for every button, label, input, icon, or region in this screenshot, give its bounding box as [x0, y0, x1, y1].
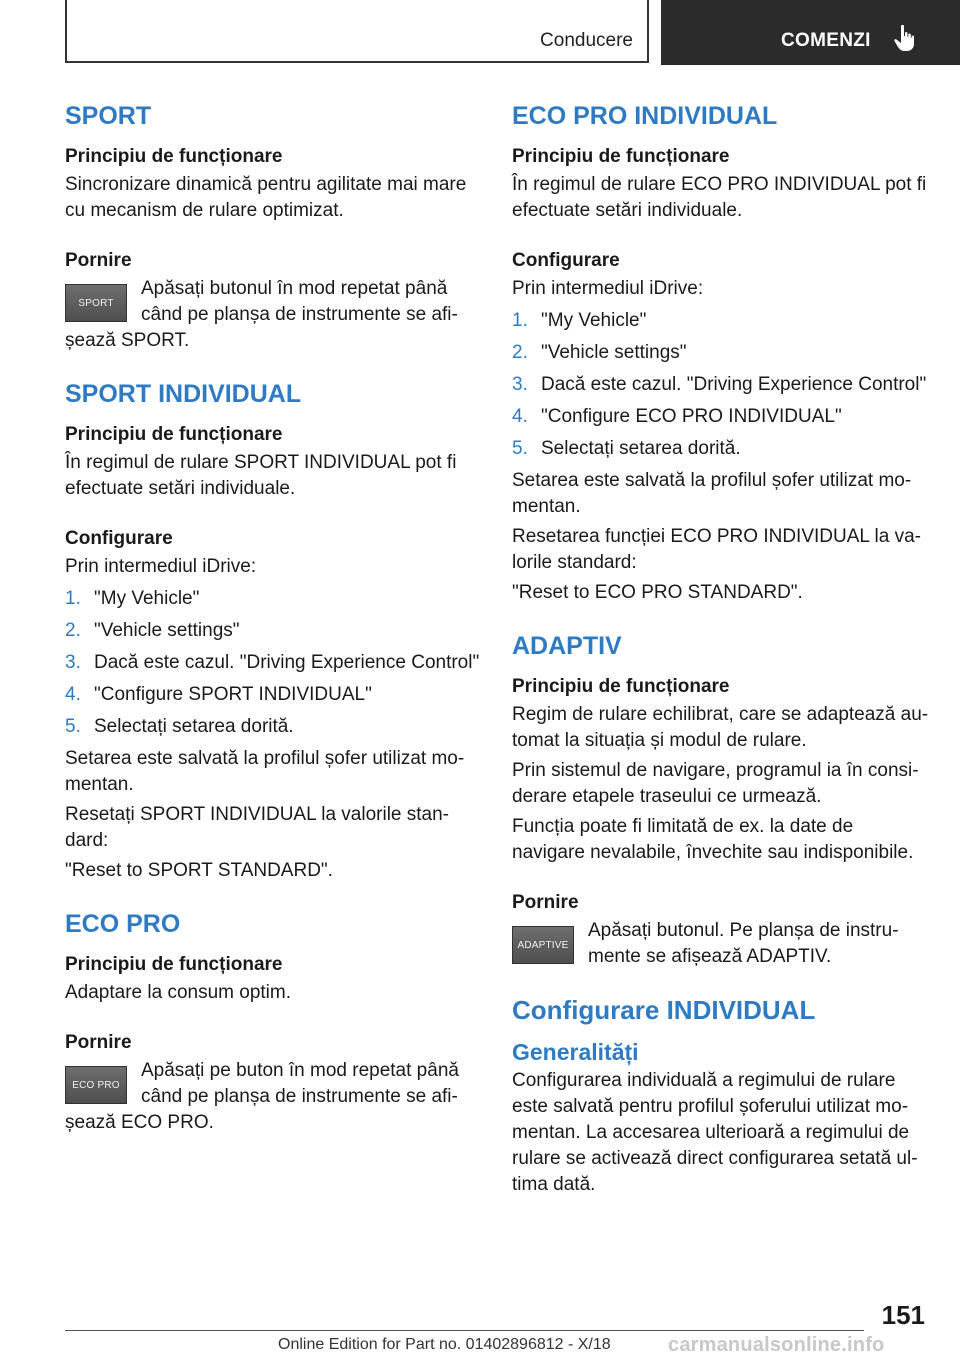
sport-activate-text-cont: șează SPORT. — [65, 330, 190, 351]
eco-pro-individual-reset-value: "Reset to ECO PRO STANDARD". — [512, 582, 803, 603]
list-item: 2. "Vehicle settings" — [512, 342, 687, 363]
section-tab-label: Conducere — [540, 30, 633, 51]
eco-pro-individual-principle-heading: Principiu de funcționare — [512, 146, 730, 167]
sport-principle-heading: Principiu de funcționare — [65, 146, 283, 167]
sport-individual-saved-text: Setarea este salvată la profilul șofer utilizat mo‐mentan. — [65, 748, 465, 795]
start-tab[interactable] — [661, 0, 960, 65]
right-column — [512, 98, 930, 1198]
sport-individual-reset-text: Resetați SPORT INDIVIDUAL la valorile stan‐dard: — [65, 804, 450, 851]
list-item: 5. Selectați setarea dorită. — [65, 716, 294, 737]
eco-pro-principle-text: Adaptare la consum optim. — [65, 982, 292, 1003]
sport-principle-text: Sincronizare dinamică pentru agilitate mai mare cu mecanism de rulare optimizat. — [65, 174, 467, 221]
footer-divider — [65, 1330, 864, 1331]
eco-pro-button-row — [65, 1058, 483, 1110]
sport-individual-steps — [65, 586, 483, 740]
eco-pro-individual-title: ECO PRO INDIVIDUAL — [512, 102, 778, 130]
list-item: 2. "Vehicle settings" — [65, 620, 240, 641]
start-tab-label: COMENZI — [781, 30, 871, 51]
hand-pointer-icon — [893, 24, 917, 52]
config-individual-title: Configurare INDIVIDUAL — [512, 995, 816, 1025]
eco-pro-individual-steps — [512, 308, 930, 462]
eco-pro-button-image: ECO PRO — [65, 1066, 127, 1104]
left-column — [65, 98, 483, 1136]
sport-individual-config-heading: Configurare — [65, 528, 173, 549]
page-number: 151 — [881, 1300, 925, 1330]
list-item: 1. "My Vehicle" — [512, 310, 647, 331]
edition-text: Online Edition for Part no. 01402896812 - X/18 — [278, 1336, 611, 1353]
sport-button-row — [65, 276, 483, 328]
sport-activate-text: Apăsați butonul în mod repetat până când pe planșa de instrumente se afi‐ — [141, 278, 458, 325]
adaptiv-principle-text-3: Funcția poate fi limitată de ex. la date de navigare nevalabile, învechite sau indisponibile. — [512, 816, 914, 863]
eco-pro-individual-saved-text: Setarea este salvată la profilul șofer utilizat mo‐mentan. — [512, 470, 912, 517]
adaptiv-principle-text-2: Prin sistemul de navigare, programul ia în consi‐derare etapele traseului ce urmează. — [512, 760, 919, 807]
eco-pro-individual-config-intro: Prin intermediul iDrive: — [512, 278, 704, 299]
list-item: 3. Dacă este cazul. "Driving Experience Control" — [65, 652, 480, 673]
general-text: Configurarea individuală a regimului de rulare este salvată pentru profilul șoferului utilizat mo‐mentan. La accesarea ulterioară a regimului de rulare se activează direct configurarea setată ul‐tima dată. — [512, 1070, 918, 1195]
list-item: 4. "Configure SPORT INDIVIDUAL" — [65, 684, 372, 705]
eco-pro-individual-reset-text: Resetarea funcției ECO PRO INDIVIDUAL la va‐lorile standard: — [512, 526, 921, 573]
eco-pro-title: ECO PRO — [65, 910, 181, 938]
general-heading: Generalități — [512, 1039, 639, 1065]
list-item: 1. "My Vehicle" — [65, 588, 200, 609]
eco-pro-activate-text: Apăsați pe buton în mod repetat până când pe planșa de instrumente se afi‐ — [141, 1060, 459, 1107]
adaptiv-activate-text: Apăsați butonul. Pe planșa de instru‐mente se afișează ADAPTIV. — [588, 920, 899, 967]
sport-activate-heading: Pornire — [65, 250, 132, 271]
eco-pro-activate-heading: Pornire — [65, 1032, 132, 1053]
sport-individual-principle-text: În regimul de rulare SPORT INDIVIDUAL pot fi efectuate setări individuale. — [65, 452, 457, 499]
page-header — [0, 0, 960, 66]
eco-pro-individual-config-heading: Configurare — [512, 250, 620, 271]
sport-title: SPORT — [65, 102, 152, 130]
list-item: 3. Dacă este cazul. "Driving Experience Control" — [512, 374, 927, 395]
adaptive-button-image: ADAPTIVE — [512, 926, 574, 964]
adaptiv-title: ADAPTIV — [512, 632, 622, 660]
sport-individual-principle-heading: Principiu de funcționare — [65, 424, 283, 445]
adaptiv-activate-heading: Pornire — [512, 892, 579, 913]
sport-individual-title: SPORT INDIVIDUAL — [65, 380, 302, 408]
list-item: 4. "Configure ECO PRO INDIVIDUAL" — [512, 406, 842, 427]
eco-pro-individual-principle-text: În regimul de rulare ECO PRO INDIVIDUAL pot fi efectuate setări individuale. — [512, 174, 927, 221]
list-item: 5. Selectați setarea dorită. — [512, 438, 741, 459]
adaptiv-button-row — [512, 918, 930, 970]
eco-pro-activate-text-cont: șează ECO PRO. — [65, 1112, 214, 1133]
sport-individual-config-intro: Prin intermediul iDrive: — [65, 556, 257, 577]
section-tab[interactable] — [65, 0, 649, 63]
adaptiv-principle-heading: Principiu de funcționare — [512, 676, 730, 697]
eco-pro-principle-heading: Principiu de funcționare — [65, 954, 283, 975]
sport-individual-reset-value: "Reset to SPORT STANDARD". — [65, 860, 333, 881]
adaptiv-principle-text-1: Regim de rulare echilibrat, care se adaptează au‐tomat la situația și modul de rulare. — [512, 704, 929, 751]
watermark: carmanualsonline.info — [668, 1334, 885, 1356]
sport-button-image: SPORT — [65, 284, 127, 322]
